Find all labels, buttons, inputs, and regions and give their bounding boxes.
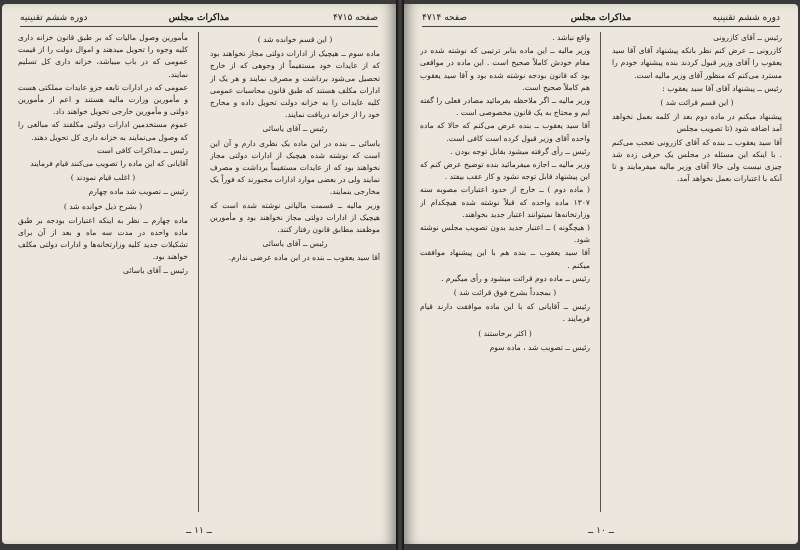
paragraph: رئیس ــ رأی گرفته میشود بقابل توجه بودن . <box>450 146 590 156</box>
left-page-header <box>20 10 378 27</box>
paragraph: آقا سید یعقوب ــ بنده که آقای کازرونی تعجب می‌کنم . با اینکه این مسئله در مجلس یک حرفی زده شد چیزی نیست ولی حالا آقای وزیر مالیه میفرمایند و تا آنکه با اعتبارات بعمل نخواهد آمد. <box>612 137 782 184</box>
paragraph: ( اغلب قیام نمودند ) <box>70 173 136 183</box>
right-page-header <box>422 10 780 27</box>
column-divider <box>600 32 601 512</box>
left-page <box>2 4 396 544</box>
right-page-left-column <box>420 32 590 512</box>
paragraph: ( بشرح ذیل خوانده شد ) <box>63 201 143 211</box>
paragraph: واقع نباشد . <box>552 33 590 42</box>
paragraph: رئیس ــ تصویب شد ماده چهارم <box>88 187 188 197</box>
column-divider <box>198 32 199 512</box>
page-title: مذاکرات مجلس <box>570 13 632 23</box>
session-label: دوره ششم تقنینیه <box>20 13 88 23</box>
paragraph: رئیس ــ مذاکرات کافی است <box>97 145 188 155</box>
paragraph: ( اکثر برخاستند ) <box>478 328 532 338</box>
paragraph: وزیر مالیه ــ اگر ملاحظه بفرمائید مصادر فعلی را گفته ایم و محتاج به یک قانون مخصوصی است . <box>420 96 590 118</box>
paragraph: ( این قسم قرائت شد ) <box>660 98 734 108</box>
paragraph: عموم مستخدمین ادارات دولتی مکلفند که مبالغی را که وصول می‌نمایند به خزانه داری کل تحویل دهند. <box>18 120 188 142</box>
paragraph: عمومی که در ادارات تابعه جزو عایدات مملکتی هست و مأمورین وزارت مالیه هستند و اعم از مأمورین دولتی و مأمورین خارجی تحویل خواهند داد. <box>18 82 188 117</box>
paragraph: ماده سوم ــ هیچیک از ادارات دولتی مجاز نخواهند بود که از عایدات خود مستقیماً از وجوهی که از خارج تحصیل می‌شود برداشت و مصرف نمایند و هر یک از ادارات مکلف هستند که طبق قانون محاسبات عمومی کلیه عایدات را به خزانه دولت تحویل داده و مخارج خود را از خزانه دریافت نمایند. <box>210 49 380 120</box>
paragraph: رئیس ــ آقای کازرونی <box>713 33 782 42</box>
page-number-label: صفحه ۴۷۱۵ <box>332 13 378 23</box>
page-number-label: صفحه ۴۷۱۴ <box>422 13 468 23</box>
paragraph: ( بمجدداً بشرح فوق قرائت شد ) <box>453 288 557 298</box>
paragraph: آقا سید یعقوب ــ بنده عرض می‌کنم که حالا که ماده واحده آقای وزیر قبول کرده است کافی است. <box>420 121 590 143</box>
paragraph: رئیس ــ پیشنهاد آقای آقا سید یعقوب : <box>662 83 782 93</box>
page-footer-number: ــ ۱۰ ــ <box>588 526 614 536</box>
paragraph: کازرونی ــ عرض کنم نظر بانکه پیشنهاد آقای آقا سید یعقوب را آقای وزیر قبول کردند بنده پیشنهاد خودم را مسترد می‌کنم که منظور آقای وزیر مالیه است. <box>612 46 782 80</box>
paragraph: رئیس ــ آقایانی که با این ماده موافقت دارند قیام فرمایند . <box>420 302 590 324</box>
session-label: دوره ششم تقنینیه <box>712 13 780 23</box>
paragraph: رئیس ــ تصویب شد ، ماده سوم <box>489 342 590 352</box>
right-page <box>404 4 798 544</box>
paragraph: وزیر مالیه ــ اجازه میفرمائید بنده توضیح عرض کنم که این پیشنهاد قابل توجه نشود و کار عقب بیفتد . <box>420 160 590 182</box>
paragraph: وزیر مالیه ــ این ماده بنابر ترتیبی که نوشته شده در مقام خودش کاملاً صحیح است . این ماده در مواقعی بود که قانون بودجه نوشته شده بود و آقا سید یعقوب هم کاملاً صحیح است. <box>420 46 590 92</box>
paragraph: وزیر مالیه ــ قسمت مالیاتی نوشته شده است که هیچیک از ادارات دولتی مجاز نخواهند بود و مأمورین موظفند مطابق قانون رفتار کنند. <box>210 200 380 235</box>
left-page-right-column <box>210 32 380 512</box>
page-title: مذاکرات مجلس <box>168 13 230 23</box>
page-footer-number: ــ ۱۱ ــ <box>186 526 212 536</box>
paragraph: رئیس ــ ماده دوم قرائت میشود و رأی میگیرم . <box>441 273 590 283</box>
paragraph: آقا سید یعقوب ــ بنده در این ماده عرضی ندارم. <box>228 253 380 263</box>
paragraph: آقا سید یعقوب ــ بنده هم با این پیشنهاد موافقت میکنم . <box>420 248 590 270</box>
paragraph: پیشنهاد میکنم در ماده دوم بعد از کلمه بعمل نخواهد آمد اضافه شود (تا تصویب مجلس <box>612 112 782 134</box>
paragraph: ( هیچگونه ) ــ اعتبار جدید بدون تصویب مجلس نوشته شود. <box>420 223 590 245</box>
paragraph: ( ماده دوم ) ــ خارج از حدود اعتبارات مصوبه سنه ۱۳۰۷ ماده واحده که قبلاً نوشته شده هیچکدام از وزارتخانه‌ها نمیتوانند اعتبار جدید بخواهند. <box>420 185 590 219</box>
paragraph: رئیس ــ آقای یاسائی <box>262 124 328 134</box>
paragraph: ( این قسم خوانده شد ) <box>257 35 333 44</box>
paragraph: یاسائی ــ بنده در این ماده یک نظری دارم و آن این است که نوشته شده هیچیک از ادارات دولتی مجاز نخواهند بود که از عایدات مستقیماً برداشت و مصرف نمایند ولی در بعضی موارد ادارات مجبورند که فوراً یک مخارجی بنمایند. <box>210 138 380 197</box>
paragraph: رئیس ــ آقای یاسائی <box>123 265 188 275</box>
paragraph: رئیس ــ آقای یاسائی <box>262 239 328 249</box>
paragraph: آقایانی که این ماده را تصویب می‌کنند قیام فرمایند <box>30 159 188 169</box>
right-page-right-column <box>612 32 782 512</box>
left-page-left-column <box>18 32 188 512</box>
paragraph: مأمورین وصول مالیات که بر طبق قانون خزانه داری کلیه وجوه را تحویل میدهند و اموال دولت را از قیمت عمومی که در باب میباشد، خزانه داری کل تسلیم نمایند. <box>18 33 188 79</box>
book-gutter <box>396 0 404 550</box>
paragraph: ماده چهارم ــ نظر به اینکه اعتبارات بودجه بر طبق ماده واحده در مدت سه ماه و بعد از آن برای تشکیلات جدید کلیه وزارتخانه‌ها و ادارات دولتی مکلف خواهند بود. <box>18 215 188 262</box>
